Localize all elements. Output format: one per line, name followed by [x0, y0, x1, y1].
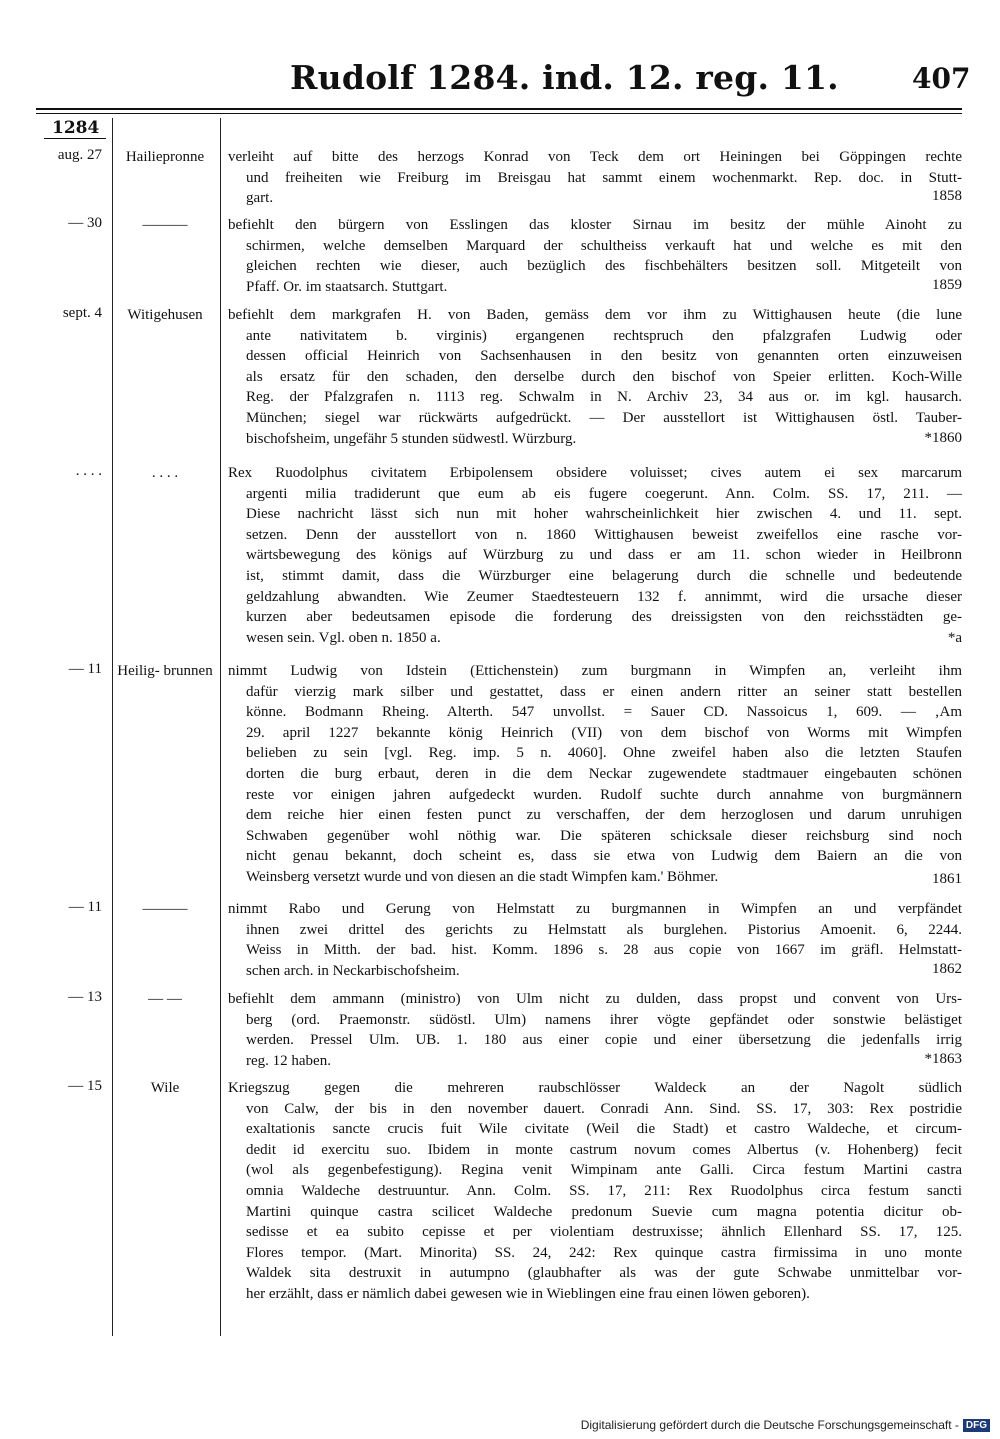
entry-date: . . . .: [75, 463, 102, 479]
text-line: nicht genau bekannt, doch scheint es, dass sie etwa von Ludwig dem Baiern an die von: [246, 848, 962, 865]
entry-place: Hailiepronne: [125, 149, 205, 165]
dfg-logo: DFG: [963, 1419, 990, 1432]
regest-number: 1862: [932, 961, 962, 977]
year-label: 1284: [52, 118, 100, 138]
column-divider-right: [220, 118, 221, 1336]
entry-place: Heilig- brunnen: [117, 663, 213, 679]
text-line: ante nativitatem b. virginis) ergangenen rechtspruch den pfalzgrafen Ludwig oder: [246, 327, 962, 344]
digitization-credit: [581, 1418, 990, 1432]
text-line: gleichen rechten wie dieser, auch bezüglich des fischbehälters besitzen soll. Mitgeteilt von: [246, 258, 962, 275]
regest-number: *a: [947, 630, 962, 646]
text-line: Kriegszug gegen die mehreren raubschlösser Waldeck an der Nagolt südlich: [228, 1080, 962, 1096]
text-line: gart.: [246, 190, 274, 207]
page-title: Rudolf 1284. ind. 12. reg. 11.: [290, 58, 839, 97]
entry-text: [228, 147, 962, 209]
entry-date: — 11: [68, 899, 102, 915]
text-line: werden. Pressel Ulm. UB. 1. 180 aus einer copie und einer übersetzung die jedenfalls irrig: [246, 1032, 962, 1049]
entry-date: — 13: [68, 989, 102, 1005]
entry-text: [228, 305, 962, 449]
text-line: (wol als gegenbefestigung). Regina venit Wimpinam ante Galli. Circa festum Martini castra: [246, 1162, 962, 1179]
text-line: dessen official Heinrich von Sachsenhausen in den besitz von genannten orten einzuweisen: [246, 348, 962, 365]
entry-place: ———: [142, 217, 188, 233]
text-line: Rex Ruodolphus civitatem Erbipolensem obsidere voluisset; cives autem ei sex marcarum: [228, 465, 962, 481]
header-rule: [36, 108, 962, 110]
text-line: dedit id exercitu suo. Ibidem in monte castrum novum comes Albertus (v. Hohenberg) fecit: [246, 1141, 962, 1158]
text-line: berg (ord. Praemonstr. südöstl. Ulm) namens ihrer vögte gepfändet oder sonstwie belästiget: [246, 1011, 962, 1028]
regest-number: 1861: [932, 871, 962, 887]
text-line: nimmt Rabo und Gerung von Helmstatt zu burgmannen in Wimpfen an und verpfändet: [228, 901, 962, 917]
entry-text: [228, 463, 962, 648]
text-line: 29. april 1227 bekannte könig Heinrich (VII) von dem bischof von Worms mit Wimpfen: [246, 724, 962, 741]
text-line: Weiss in Mitth. der bad. hist. Komm. 1896 s. 28 aus copie von 1667 im gräfl. Helmstatt-: [246, 942, 962, 959]
text-line: Diese nachricht lässt sich nun mit hoher wahrscheinlichkeit hier zwischen 4. und 11. sept.: [246, 506, 962, 523]
text-line: verleiht auf bitte des herzogs Konrad von Teck dem ort Heiningen bei Göppingen rechte: [228, 149, 962, 165]
text-line: omnia Waldeche destruuntur. Ann. Colm. SS. 17, 211: Rex Ruodolphus circa festum sancti: [246, 1182, 962, 1199]
text-line: befiehlt den bürgern von Esslingen das kloster Sirnau im besitz der mühle Ainoht zu: [228, 217, 962, 233]
page-number: 407: [912, 62, 971, 95]
entry-text: [228, 215, 962, 297]
text-line: und freiheiten wie Freiburg im Breisgau hat sammt einem wochenmarkt. Rep. doc. in Stutt-: [246, 169, 962, 186]
text-line: reg. 12 haben.: [246, 1052, 331, 1069]
text-line: befiehlt dem markgrafen H. von Baden, gemäss dem vor ihm zu Wittighausen heute (die lune: [228, 307, 962, 323]
entry-date: sept. 4: [62, 305, 102, 321]
text-line: Schwaben gegenüber wohl nöthig war. Die späteren schicksale dieser reichsburg sind noch: [246, 827, 962, 844]
text-line: geldzahlung abwandten. Wie Zeumer Staedtesteuern 132 f. annimmt, wird die ursache dieser: [246, 588, 962, 605]
text-line: wärtsbewegung des königs auf Würzburg zu und dass er am 11. schon wieder in Heilbronn: [246, 547, 962, 564]
text-line: bischofsheim, ungefähr 5 stunden südwestl. Würzburg.: [246, 430, 577, 447]
entry-date: — 15: [68, 1078, 102, 1094]
text-line: dem reiche hier einen festen punct zu verschaffen, der dem herzoglosen und darum unruhigen: [246, 807, 962, 824]
column-divider-left: [112, 118, 113, 1336]
text-line: her erzählt, dass er nämlich dabei gewesen wie in Wieblingen eine frau einen löwen geboren).: [246, 1285, 810, 1302]
text-line: Pfaff. Or. im staatsarch. Stuttgart.: [246, 278, 448, 295]
regest-number: 1859: [932, 277, 962, 293]
entry-text: [228, 1078, 962, 1305]
text-line: reste vor einigen jahren aufgedeckt wurden. Rudolf suchte durch annahme von burgmännern: [246, 786, 962, 803]
text-line: wesen sein. Vgl. oben n. 1850 a.: [246, 629, 441, 646]
entry-date: aug. 27: [57, 147, 102, 163]
text-line: befiehlt dem ammann (ministro) von Ulm nicht zu dulden, dass propst und convent von Urs-: [228, 991, 962, 1007]
text-line: Reg. der Pfalzgrafen n. 1113 reg. Schwalm in N. Archiv 23, 34 aus or. im kgl. hausarch.: [246, 389, 962, 406]
text-line: kurzen aber bedeutsamen episode die forderung des dreissigsten von den reichsstädten ge-: [246, 609, 962, 626]
entry-date: — 11: [68, 661, 102, 677]
text-line: München; siegel war rückwärts aufgedrückt. — Der ausstellort ist Wittighausen östl. Tauber-: [246, 409, 962, 426]
text-line: exaltationis sancte crucis fuit Wile civitate (Weil die Stadt) et castro Waldeche, et circum-: [246, 1121, 962, 1138]
text-line: ihnen zwei drittel des gerichts zu Helmstatt als burglehen. Pistorius Amoenit. 6, 2244.: [246, 921, 962, 938]
entry-date: — 30: [68, 215, 102, 231]
text-line: belieben zu sein [vgl. Reg. imp. 5 n. 4060]. Ohne zweifel haben also die letzten Staufen: [246, 745, 962, 762]
regest-number: *1863: [924, 1051, 962, 1067]
text-line: könne. Bodmann Rheing. Alterth. 547 unvollst. = Sauer CD. Nassoicus 1, 609. — ‚Am: [246, 704, 962, 721]
entry-place: Witigehusen: [127, 307, 203, 323]
entry-text: [228, 899, 962, 981]
text-line: als ersatz für den schaden, den derselbe durch den bischof von Speier erlitten. Koch-Wille: [246, 368, 962, 385]
entry-text: [228, 661, 962, 888]
entry-place: — —: [148, 991, 182, 1007]
regest-number: 1858: [932, 188, 962, 204]
entry-place: ———: [142, 901, 188, 917]
text-line: sedisse et ea subito cepisse et per violentiam destruxisse; ähnlich Ellenhard SS. 17, 125.: [246, 1224, 962, 1241]
entry-place: . . . .: [151, 465, 179, 481]
text-line: schirmen, welche demselben Marquard der schultheiss verkauft hat und welche es mit den: [246, 237, 962, 254]
text-line: ist, stimmt damit, dass die Würzburger eine belagerung durch die schnelle und bedeutende: [246, 567, 962, 584]
text-line: argenti milia tradiderunt que eum ab eis fugere coegerunt. Ann. Colm. SS. 17, 211. —: [246, 485, 962, 502]
text-line: schen arch. in Neckarbischofsheim.: [246, 962, 460, 979]
entry-text: [228, 989, 962, 1071]
text-line: Weinsberg versetzt wurde und von diesen an die stadt Wimpfen kam.' Böhmer.: [246, 868, 719, 885]
text-line: Martini quinque castra scilicet Waldeche predonum Suevie cum magna potentia dicitur ob-: [246, 1203, 962, 1220]
text-line: von Calw, der bis in den november dauert. Conradi Ann. Sind. SS. 17, 303: Rex postridie: [246, 1100, 962, 1117]
header-rule-thin: [36, 113, 962, 114]
text-line: dorten die burg erbaut, deren in die dem Neckar zugewendete stadtmauer eingebauten schönen: [246, 765, 962, 782]
text-line: setzen. Denn der ausstellort von n. 1860 Wittighausen beweist zweifellos eine rasche vor-: [246, 526, 962, 543]
year-underline: [44, 138, 106, 139]
text-line: dafür vierzig mark silber und gestattet, dass er einen andern ritter an seiner statt bestellen: [246, 683, 962, 700]
regest-number: *1860: [924, 430, 962, 446]
entry-place: Wile: [150, 1080, 180, 1096]
text-line: Waldek sita destruxit in autumpno (glaubhafter als was der gute Schwabe unmittelbar vor-: [246, 1265, 962, 1282]
text-line: Flores tempor. (Mart. Minorita) SS. 24, 242: Rex quinque castra firmissima in uno monte: [246, 1244, 962, 1261]
text-line: nimmt Ludwig von Idstein (Ettichenstein) zum burgmann in Wimpfen an, verleiht ihm: [228, 663, 962, 679]
footer-text: Digitalisierung gefördert durch die Deutsche Forschungsgemeinschaft -: [580, 1418, 959, 1432]
